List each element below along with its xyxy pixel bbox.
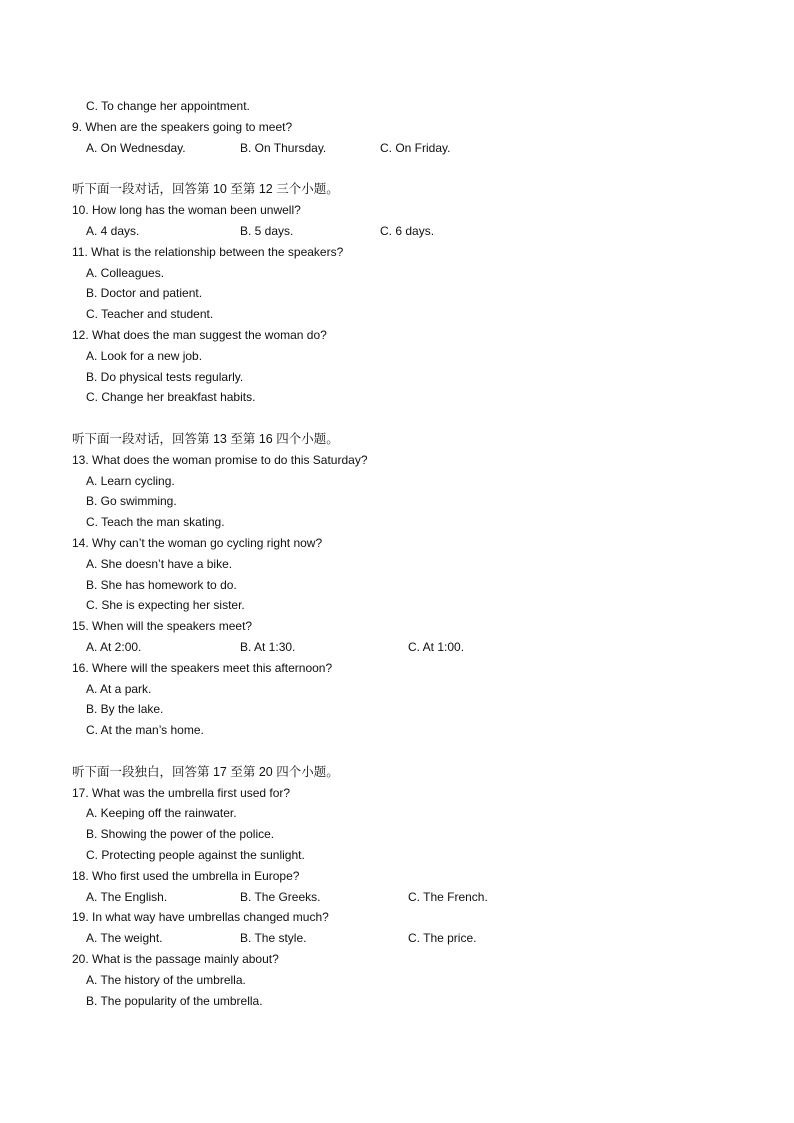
q19-option-b: B. The style. [240,931,307,945]
q16-option-a: A. At a park. [86,682,152,696]
q14-option-c: C. She is expecting her sister. [86,598,245,612]
q10-question: 10. How long has the woman been unwell? [72,203,301,217]
q9-option-a: A. On Wednesday. [86,141,186,155]
q16-question: 16. Where will the speakers meet this afternoon? [72,661,333,675]
q17-option-c: C. Protecting people against the sunlight. [86,848,305,862]
q9-option-b: B. On Thursday. [240,141,327,155]
q19-question: 19. In what way have umbrellas changed much? [72,910,329,924]
q15-option-c: C. At 1:00. [408,640,465,654]
q10-option-a: A. 4 days. [86,224,140,238]
q19-option-a: A. The weight. [86,931,163,945]
q13-option-b: B. Go swimming. [86,494,177,508]
q10-option-c: C. 6 days. [380,224,435,238]
section-heading-10-12: 听下面一段对话，回答第 10 至第 12 三个小题。 [72,182,339,196]
q14-option-a: A. She doesn’t have a bike. [86,557,233,571]
q20-option-b: B. The popularity of the umbrella. [86,994,263,1008]
q16-option-b: B. By the lake. [86,702,164,716]
q19-option-c: C. The price. [408,931,477,945]
q9-question: 9. When are the speakers going to meet? [72,120,293,134]
q13-option-c: C. Teach the man skating. [86,515,225,529]
q13-option-a: A. Learn cycling. [86,474,175,488]
section-heading-13-16: 听下面一段对话，回答第 13 至第 16 四个小题。 [72,432,339,446]
q14-option-b: B. She has homework to do. [86,578,237,592]
q11-option-a: A. Colleagues. [86,266,165,280]
q12-option-a: A. Look for a new job. [86,349,203,363]
q12-option-b: B. Do physical tests regularly. [86,370,244,384]
q14-question: 14. Why can’t the woman go cycling right now? [72,536,323,550]
q17-option-b: B. Showing the power of the police. [86,827,275,841]
q15-option-b: B. At 1:30. [240,640,296,654]
q15-question: 15. When will the speakers meet? [72,619,253,633]
q9-option-c: C. On Friday. [380,141,451,155]
q17-option-a: A. Keeping off the rainwater. [86,806,237,820]
q8-option-c: C. To change her appointment. [86,99,250,113]
q18-option-b: B. The Greeks. [240,890,321,904]
q20-option-a: A. The history of the umbrella. [86,973,246,987]
q11-option-b: B. Doctor and patient. [86,286,203,300]
q18-option-c: C. The French. [408,890,488,904]
q20-question: 20. What is the passage mainly about? [72,952,279,966]
q18-option-a: A. The English. [86,890,168,904]
q13-question: 13. What does the woman promise to do this Saturday? [72,453,368,467]
section-heading-17-20: 听下面一段独白，回答第 17 至第 20 四个小题。 [72,765,339,779]
q18-question: 18. Who first used the umbrella in Europe? [72,869,300,883]
q12-question: 12. What does the man suggest the woman do? [72,328,327,342]
q10-option-b: B. 5 days. [240,224,294,238]
q16-option-c: C. At the man’s home. [86,723,204,737]
q12-option-c: C. Change her breakfast habits. [86,390,256,404]
q11-question: 11. What is the relationship between the speakers? [72,245,344,259]
q11-option-c: C. Teacher and student. [86,307,214,321]
q15-option-a: A. At 2:00. [86,640,142,654]
q17-question: 17. What was the umbrella first used for? [72,786,291,800]
